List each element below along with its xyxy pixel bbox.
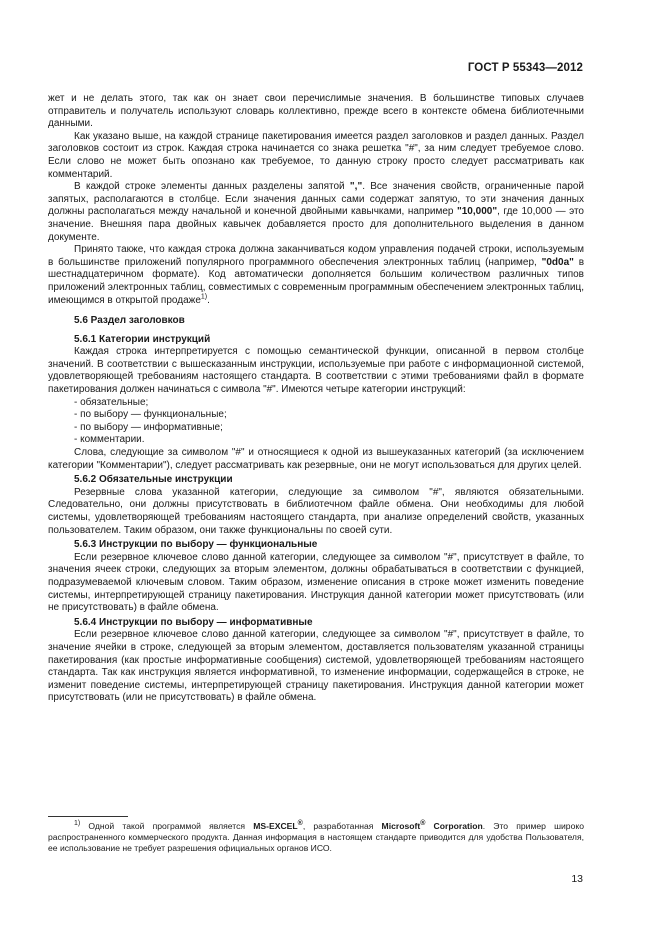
company-name: Microsoft® Corporation (381, 820, 483, 831)
list-item: - обязательные; (74, 396, 149, 408)
paragraph: жет и не делать этого, так как он знает свои перечислимые значения. В большинстве типовых случаев отправитель и получатель используют словарь коллективно, прежде всего в контексте обмена библиотечными данными. (48, 93, 584, 130)
footnote: $^{1)}$ Одной такой программой является MS-EXCEL®, разработанная Microsoft® Corporation. Это пример широко распространенного коммерческого продукта. Данная информация в настоящем стандарте приводится для удобства Пользователя, ее использование не требует разрешения официальных органов ИСО. (48, 820, 585, 853)
document-body (48, 93, 584, 705)
paragraph: В каждой строке элементы данных разделены запятой ",". Все значения свойств, ограниченные парой запятых, располагаются в столбце. Если значения данных сами содержат запятую, то эти значения данных должны располагаться между начальной и конечной двойными кавычками, например "10,000", где 10,000 — это значение. Внешняя пара двойных кавычек добавляется просто для дополнительного выделения в данном документе. (48, 181, 584, 243)
footnote-ref: 1) (200, 293, 208, 301)
standard-header: ГОСТ Р 55343—2012 (467, 62, 583, 74)
subsection-heading: 5.6.2 Обязательные инструкции (74, 474, 233, 486)
product-name: MS-EXCEL® (253, 820, 303, 831)
list-item: - по выбору — информативные; (74, 421, 223, 433)
section-heading: 5.6 Раздел заголовков (74, 315, 185, 327)
footnote-divider (48, 816, 128, 817)
subsection-heading: 5.6.4 Инструкции по выбору — информативные (74, 616, 313, 628)
control-code: "0d0a" (541, 256, 574, 268)
paragraph: Принято также, что каждая строка должна заканчиваться кодом управления подачей строки, используемым в большинстве приложений популярного программного обеспечения электронных таблиц (например, "0d0a" в шестнадцатеричном формате). Код автоматически дополняется большим количеством различных типов приложений электронных таблиц, совместимых с современным программным обеспечением электронных таблиц, имеющимся в открытой продаже$^{1)}$. (48, 244, 585, 306)
page-number: 13 (571, 873, 583, 885)
paragraph: Резервные слова указанной категории, следующие за символом "#", являются обязательными. Следовательно, они должны присутствовать в библиотечном файле обмена. Они необходимы для любой системы, удовлетворяющей требованиям настоящего стандарта, при анализе определений свойств, указанных пользователем. Таким образом, они также функциональны по своей сути. (48, 486, 584, 536)
list-item: - комментарии. (74, 434, 145, 446)
subsection-heading: 5.6.1 Категории инструкций (74, 333, 211, 345)
paragraph: Если резервное ключевое слово данной категории, следующее за символом "#", присутствует в файле, то значения ячеек строки, следующих за вторым элементом, должны обрабатываться в соответствии с функцией, подразумеваемой ключевым словом. Таким образом, изменение описания в строке может изменить поведение системы, интерпретирующей страницу пакетирования. Инструкция данной категории может присутствовать (или не присутствовать) в файле обмена. (48, 551, 584, 614)
list-item: - по выбору — функциональные; (74, 409, 227, 421)
comma-symbol: "," (349, 181, 363, 193)
paragraph: Как указано выше, на каждой странице пакетирования имеется раздел заголовков и раздел данных. Раздел заголовков состоит из строк. Каждая строка начинается со знака решетка "#", за ним следует требуемое слово. Если слово не может быть опознано как требуемое, то данную строку просто следует рассматривать как комментарий. (48, 130, 584, 180)
paragraph: Каждая строка интерпретируется с помощью семантической функции, описанной в первом столбце значений. В соответствии с вышесказанным инструкции, используемые при работе с информационной системой, удовлетворяющей требованиям настоящего стандарта. В соответствии с этими требованиями файл в формате пакетирования должен начинаться с символа "#". Имеются четыре категории инструкций: (48, 346, 584, 396)
subsection-heading: 5.6.3 Инструкции по выбору — функциональные (74, 539, 318, 551)
paragraph: Слова, следующие за символом "#" и относящиеся к одной из вышеуказанных категорий (за исключением категории "Комментарии"), следует рассматривать как резервные, они не могут использоваться для других целей. (48, 447, 584, 471)
example-value: "10,000" (457, 206, 498, 218)
footnote-mark: 1) (74, 820, 81, 828)
paragraph: Если резервное ключевое слово данной категории, следующее за символом "#", присутствует в файле, то значение ячейки в строке, следующей за вторым элементом, доставляется пользователям указанной страницы пакетирования (как простые информативные сообщения) системой, удовлетворяющей требованиям настоящего стандарта. Так как инструкция является информативной, то изменение информации, содержащейся в строке, не изменит поведение системы, интерпретирующей страницу пакетирования. Инструкция данной категории может присутствовать (или не присутствовать) в файле обмена. (48, 629, 584, 704)
